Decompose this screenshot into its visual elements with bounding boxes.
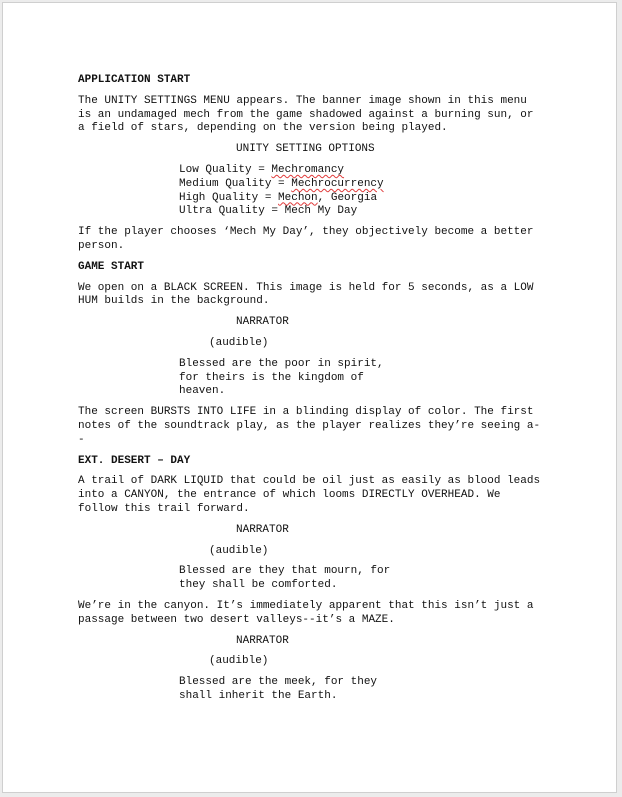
settings-title: UNITY SETTING OPTIONS xyxy=(236,143,375,156)
action-line: passage between two desert valleys--it’s a MAZE. xyxy=(78,613,395,626)
parenthetical: (audible) xyxy=(209,655,269,668)
action-line: into a CANYON, the entrance of which looms DIRECTLY OVERHEAD. We xyxy=(78,489,501,502)
character-narrator: NARRATOR xyxy=(236,523,289,536)
dialogue-line: heaven. xyxy=(179,385,226,398)
parenthetical: (audible) xyxy=(209,544,269,557)
action-line: We’re in the canyon. It’s immediately apparent that this isn’t just a xyxy=(78,599,534,612)
character-narrator: NARRATOR xyxy=(236,316,289,329)
scene-heading-desert: EXT. DESERT – DAY xyxy=(78,454,191,467)
dialogue-line: Blessed are the poor in spirit, xyxy=(179,357,384,370)
action-line: a field of stars, depending on the version being played. xyxy=(78,122,448,135)
setting-ultra: Ultra Quality = Mech My Day xyxy=(179,205,358,218)
action-line: The screen BURSTS INTO LIFE in a blinding display of color. The first xyxy=(78,406,534,419)
action-line: is an undamaged mech from the game shadowed against a burning sun, or xyxy=(78,108,534,121)
setting-high: High Quality = Mechon, Georgia xyxy=(179,191,378,204)
action-line: follow this trail forward. xyxy=(78,502,250,515)
action-black-screen xyxy=(78,282,548,310)
action-line: notes of the soundtrack play, as the player realizes they’re seeing a- xyxy=(78,419,541,432)
action-line: We open on a BLACK SCREEN. This image is held for 5 seconds, as a LOW xyxy=(78,281,534,294)
dialogue-block xyxy=(179,565,548,593)
action-bursts xyxy=(78,406,548,447)
dialogue-line: shall inherit the Earth. xyxy=(179,689,338,702)
action-line: person. xyxy=(78,239,125,252)
dialogue-line: for theirs is the kingdom of xyxy=(179,371,364,384)
spelling-error: Mechrocurrency xyxy=(291,177,384,190)
dialogue-block xyxy=(179,358,548,399)
action-line: A trail of DARK LIQUID that could be oil just as easily as blood leads xyxy=(78,475,541,488)
action-unity-settings xyxy=(78,95,548,136)
action-line: The UNITY SETTINGS MENU appears. The banner image shown in this menu xyxy=(78,94,527,107)
action-trail xyxy=(78,475,548,516)
dialogue-line: Blessed are the meek, for they xyxy=(179,676,378,689)
spelling-error: Mechromancy xyxy=(271,163,345,176)
scene-heading-game-start: GAME START xyxy=(78,260,145,273)
parenthetical: (audible) xyxy=(209,336,269,349)
action-choose xyxy=(78,226,548,254)
script-content xyxy=(78,74,548,704)
action-line: HUM builds in the background. xyxy=(78,295,270,308)
character-narrator: NARRATOR xyxy=(236,634,289,647)
action-line: If the player chooses ‘Mech My Day’, they objectively become a better xyxy=(78,226,534,239)
settings-list xyxy=(179,164,548,219)
action-canyon xyxy=(78,600,548,628)
setting-low: Low Quality = Mechromancy xyxy=(179,163,345,176)
dialogue-line: Blessed are they that mourn, for xyxy=(179,565,391,578)
scene-heading-application-start: APPLICATION START xyxy=(78,74,191,86)
dialogue-line: they shall be comforted. xyxy=(179,579,338,592)
document-page xyxy=(2,2,617,793)
setting-medium: Medium Quality = Mechrocurrency xyxy=(179,177,384,190)
spelling-error: Mechon xyxy=(278,191,318,204)
action-line: - xyxy=(78,433,85,446)
dialogue-block xyxy=(179,676,548,704)
